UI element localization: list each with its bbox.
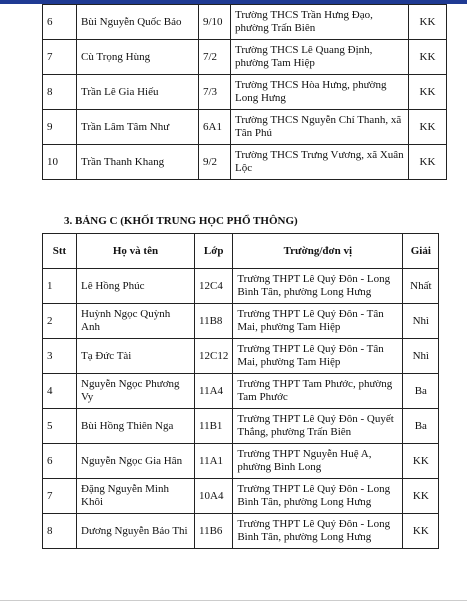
cell-name: Trần Lê Gia Hiếu: [77, 75, 199, 110]
cell-school: Trường THPT Lê Quý Đôn - Long Bình Tân, phường Long Hưng: [233, 269, 403, 304]
cell-school: Trường THCS Lê Quang Định, phường Tam Hiệp: [231, 40, 409, 75]
cell-class: 11A4: [195, 374, 233, 409]
table-c-body: [43, 269, 439, 549]
section-c-title: 3. BẢNG C (KHỐI TRUNG HỌC PHỔ THÔNG): [64, 215, 298, 227]
cell-award: KK: [409, 110, 447, 145]
cell-class: 7/2: [199, 40, 231, 75]
cell-stt: 8: [43, 75, 77, 110]
cell-school: Trường THPT Tam Phước, phường Tam Phước: [233, 374, 403, 409]
cell-stt: 6: [43, 444, 77, 479]
cell-school: Trường THPT Lê Quý Đôn - Tân Mai, phường Tam Hiệp: [233, 304, 403, 339]
cell-name: Đặng Nguyễn Minh Khôi: [77, 479, 195, 514]
table-row: [43, 409, 439, 444]
table-row: [43, 5, 447, 40]
cell-class: 12C4: [195, 269, 233, 304]
cell-class: 7/3: [199, 75, 231, 110]
table-row: [43, 479, 439, 514]
table-row: [43, 40, 447, 75]
cell-award: KK: [409, 40, 447, 75]
table-row: [43, 514, 439, 549]
cell-award: Nhì: [403, 339, 439, 374]
cell-stt: 10: [43, 145, 77, 180]
cell-stt: 7: [43, 479, 77, 514]
cell-stt: 2: [43, 304, 77, 339]
cell-award: KK: [403, 514, 439, 549]
cell-name: Dương Nguyễn Bảo Thi: [77, 514, 195, 549]
bottom-divider: [0, 600, 467, 601]
cell-award: KK: [409, 75, 447, 110]
cell-class: 11B1: [195, 409, 233, 444]
cell-school: Trường THPT Lê Quý Đôn - Long Bình Tân, phường Long Hưng: [233, 514, 403, 549]
cell-award: Ba: [403, 374, 439, 409]
cell-name: Nguyễn Ngọc Phương Vy: [77, 374, 195, 409]
cell-name: Bùi Nguyễn Quốc Bảo: [77, 5, 199, 40]
cell-stt: 6: [43, 5, 77, 40]
cell-award: KK: [409, 145, 447, 180]
cell-name: Tạ Đức Tài: [77, 339, 195, 374]
table-b-body: [43, 5, 447, 180]
cell-name: Bùi Hồng Thiên Nga: [77, 409, 195, 444]
cell-name: Nguyễn Ngọc Gia Hân: [77, 444, 195, 479]
table-c: [42, 233, 439, 549]
cell-award: KK: [403, 444, 439, 479]
cell-school: Trường THCS Nguyễn Chí Thanh, xã Tân Phú: [231, 110, 409, 145]
cell-class: 6A1: [199, 110, 231, 145]
cell-stt: 5: [43, 409, 77, 444]
cell-award: KK: [403, 479, 439, 514]
cell-stt: 4: [43, 374, 77, 409]
table-row: [43, 374, 439, 409]
cell-award: KK: [409, 5, 447, 40]
table-row: [43, 145, 447, 180]
cell-name: Lê Hồng Phúc: [77, 269, 195, 304]
cell-stt: 9: [43, 110, 77, 145]
cell-class: 9/10: [199, 5, 231, 40]
table-b: [42, 4, 447, 180]
header-school: Trường/đơn vị: [233, 234, 403, 269]
cell-name: Trần Thanh Khang: [77, 145, 199, 180]
cell-school: Trường THCS Trưng Vương, xã Xuân Lộc: [231, 145, 409, 180]
table-row: [43, 75, 447, 110]
cell-class: 11A1: [195, 444, 233, 479]
header-award: Giải: [403, 234, 439, 269]
cell-stt: 3: [43, 339, 77, 374]
header-class: Lớp: [195, 234, 233, 269]
cell-name: Cù Trọng Hùng: [77, 40, 199, 75]
cell-stt: 8: [43, 514, 77, 549]
table-row: [43, 110, 447, 145]
cell-name: Huỳnh Ngọc Quỳnh Anh: [77, 304, 195, 339]
table-row: [43, 444, 439, 479]
table-c-header-row: [43, 234, 439, 269]
cell-class: 9/2: [199, 145, 231, 180]
table-row: [43, 339, 439, 374]
header-stt: Stt: [43, 234, 77, 269]
cell-class: 11B8: [195, 304, 233, 339]
cell-award: Nhất: [403, 269, 439, 304]
cell-name: Trần Lâm Tâm Như: [77, 110, 199, 145]
header-name: Họ và tên: [77, 234, 195, 269]
cell-school: Trường THPT Nguyễn Huệ A, phường Bình Long: [233, 444, 403, 479]
table-row: [43, 304, 439, 339]
cell-class: 11B6: [195, 514, 233, 549]
cell-class: 10A4: [195, 479, 233, 514]
cell-school: Trường THPT Lê Quý Đôn - Long Bình Tân, phường Long Hưng: [233, 479, 403, 514]
cell-school: Trường THPT Lê Quý Đôn - Quyết Thắng, phường Trấn Biên: [233, 409, 403, 444]
cell-award: Nhì: [403, 304, 439, 339]
cell-school: Trường THPT Lê Quý Đôn - Tân Mai, phường Tam Hiệp: [233, 339, 403, 374]
cell-award: Ba: [403, 409, 439, 444]
cell-stt: 7: [43, 40, 77, 75]
cell-school: Trường THCS Hòa Hưng, phường Long Hưng: [231, 75, 409, 110]
cell-stt: 1: [43, 269, 77, 304]
table-row: [43, 269, 439, 304]
cell-school: Trường THCS Trần Hưng Đạo, phường Trấn Biên: [231, 5, 409, 40]
cell-class: 12C12: [195, 339, 233, 374]
